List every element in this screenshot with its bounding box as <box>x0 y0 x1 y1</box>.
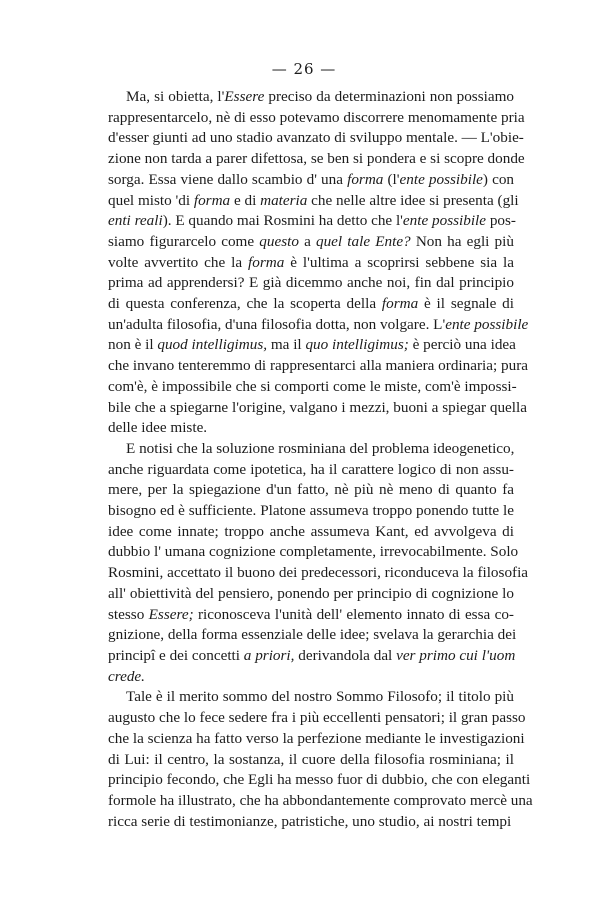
text-line <box>108 149 525 170</box>
paragraph <box>108 87 529 439</box>
text-run: bile che a spiegarne l'origine, valgano i mezzi, buoni a spiegar quella <box>108 398 527 416</box>
text-run: è il segnale di <box>418 295 514 313</box>
text-line <box>108 750 514 771</box>
text-run: principio fecondo, che Egli ha messo fuor di dubbio, che con eleganti <box>108 771 531 789</box>
text-line <box>108 501 514 522</box>
text-line <box>108 480 514 501</box>
italic-run: ente possibile <box>445 315 529 333</box>
text-run: gnizione, della forma essenziale delle idee; svelava la gerarchia dei <box>108 626 517 644</box>
italic-run: Essere; <box>148 605 194 623</box>
italic-run: a priori, <box>243 646 295 664</box>
text-run: bisogno ed è sufficiente. Platone assumeva troppo ponendo tutte le <box>108 502 514 520</box>
text-line <box>108 398 527 419</box>
text-run: ricca serie di testimonianze, patristiche, uno studio, ai nostri tempi <box>108 812 512 830</box>
paragraph <box>108 687 533 832</box>
text-line <box>108 563 529 584</box>
text-run: ). E quando mai Rosmini ha detto che l' <box>162 212 403 230</box>
text-run: Rosmini, accettato il buono dei predecessori, riconduceva la filosofia <box>108 564 529 582</box>
italic-run: quod intelligimus, <box>157 336 268 354</box>
text-run: E notisi che la soluzione rosminiana del problema ideogenetico, <box>126 439 515 457</box>
italic-run: ver primo cui l'uom <box>396 646 516 664</box>
italic-run: Essere <box>224 88 265 105</box>
italic-run: forma <box>193 191 231 209</box>
text-run: idee come innate; troppo anche assumeva Kant, ed avvolgeva di <box>108 522 514 540</box>
text-run: sorga. Essa viene dallo scambio d' una <box>108 170 348 188</box>
text-run: rappresentarcelo, nè di esso potevamo discorrere menomamente pria <box>108 108 525 126</box>
text-line <box>108 356 528 377</box>
text-run: di questa conferenza, che la scoperta della <box>108 295 382 313</box>
text-line <box>108 729 525 750</box>
text-line <box>108 335 514 356</box>
text-run: d'esser giunti ad uno stadio avanzato di sviluppo mentale. — L'obie- <box>108 129 524 147</box>
text-run: formole ha illustrato, che ha abbondantemente comprovato mercè una <box>108 791 533 809</box>
text-run: delle idee miste. <box>108 419 208 437</box>
text-line <box>108 232 514 253</box>
text-line <box>108 211 514 232</box>
text-run: ) con <box>482 170 515 188</box>
text-line <box>108 542 519 563</box>
text-run: ma il <box>267 336 306 354</box>
text-line <box>108 439 514 460</box>
text-line <box>108 170 514 191</box>
text-run: derivandola dal <box>294 646 397 664</box>
text-run: non è il <box>108 336 158 354</box>
italic-run: materia <box>260 191 308 209</box>
text-run: che nelle altre idee si presenta (gli <box>307 191 519 209</box>
text-run: di Lui: il centro, la sostanza, il cuore della filosofia rosminiana; il <box>108 750 514 768</box>
paragraph <box>108 439 529 687</box>
text-line <box>108 253 514 274</box>
text-line <box>108 770 531 791</box>
text-line <box>108 708 526 729</box>
text-run: a <box>298 232 316 250</box>
text-run: volte avvertito che la <box>108 253 249 271</box>
text-line <box>108 584 514 605</box>
text-run: mere, per la spiegazione d'un fatto, nè più nè meno di quanto fa <box>108 481 514 499</box>
text-line <box>108 791 533 812</box>
text-run: principî e dei concetti <box>108 646 244 664</box>
italic-run: ente possibile <box>399 170 483 188</box>
text-run: anche riguardata come ipotetica, ha il carattere logico di non assu- <box>108 460 514 478</box>
text-run: riconosceva l'unità dell' elemento innato di essa co- <box>193 605 514 623</box>
text-line <box>108 605 514 626</box>
text-line <box>108 687 514 708</box>
text-run: Non ha egli più <box>410 232 514 250</box>
text-run: dubbio l' umana cognizione completamente, irrevocabilmente. Solo <box>108 543 519 561</box>
text-run: quel misto 'di <box>108 191 194 209</box>
text-line <box>108 646 514 667</box>
text-line <box>108 522 514 543</box>
text-run: è perciò una idea <box>408 336 516 354</box>
italic-run: forma <box>381 295 419 313</box>
text-run: pos- <box>486 212 516 230</box>
italic-run: crede. <box>108 667 145 685</box>
text-line <box>108 667 514 688</box>
text-run: (l' <box>383 170 400 188</box>
italic-run: forma <box>248 253 285 271</box>
text-run: stesso <box>108 605 149 623</box>
text-run: e di <box>230 191 261 209</box>
text-run: è l'ultima a scoprirsi sebbene sia la <box>284 253 514 271</box>
text-run: Ma, si obietta, l' <box>126 88 225 105</box>
italic-run: forma <box>347 170 384 188</box>
text-run: zione non tarda a parer difettosa, se ben si pondera e si scopre donde <box>108 150 525 168</box>
text-line <box>108 315 529 336</box>
text-run: all' obiettività del pensiero, ponendo per principio di cognizione lo <box>108 584 514 602</box>
italic-run: ente possibile <box>402 212 487 230</box>
text-line <box>108 377 517 398</box>
italic-run: enti reali <box>108 212 163 230</box>
text-line <box>108 273 514 294</box>
text-run: siamo figurarcelo come <box>108 232 260 250</box>
text-run: com'è, è impossibile che si comporti come le miste, com'è impossi- <box>108 377 517 395</box>
italic-run: quel tale Ente? <box>315 232 411 250</box>
text-run: prima ad apprendersi? E già dicemmo anche noi, fin dal principio <box>108 274 514 292</box>
text-line <box>108 128 524 149</box>
text-line <box>108 294 514 315</box>
text-run: preciso da determinazioni non possiamo <box>264 88 514 105</box>
text-line <box>108 87 514 108</box>
text-run: Tale è il merito sommo del nostro Sommo Filosofo; il titolo più <box>126 688 514 706</box>
text-run: augusto che lo fece sedere fra i più eccellenti pensatori; il gran passo <box>108 709 526 727</box>
text-line <box>108 812 514 833</box>
text-line <box>108 191 519 212</box>
body-text <box>108 87 533 832</box>
text-run: che invano tenteremmo di rappresentarci alla maniera ordinaria; pura <box>108 357 528 375</box>
italic-run: questo <box>259 232 299 250</box>
text-run: un'adulta filosofia, d'una filosofia dotta, non volgare. L' <box>108 315 446 333</box>
page-number: — 26 — <box>271 60 337 78</box>
text-line <box>108 108 525 129</box>
italic-run: quo intelligimus; <box>305 336 409 354</box>
text-line <box>108 460 514 481</box>
text-line <box>108 625 517 646</box>
text-line <box>108 418 514 439</box>
text-run: che la scienza ha fatto verso la perfezione mediante le investigazioni <box>108 729 525 747</box>
